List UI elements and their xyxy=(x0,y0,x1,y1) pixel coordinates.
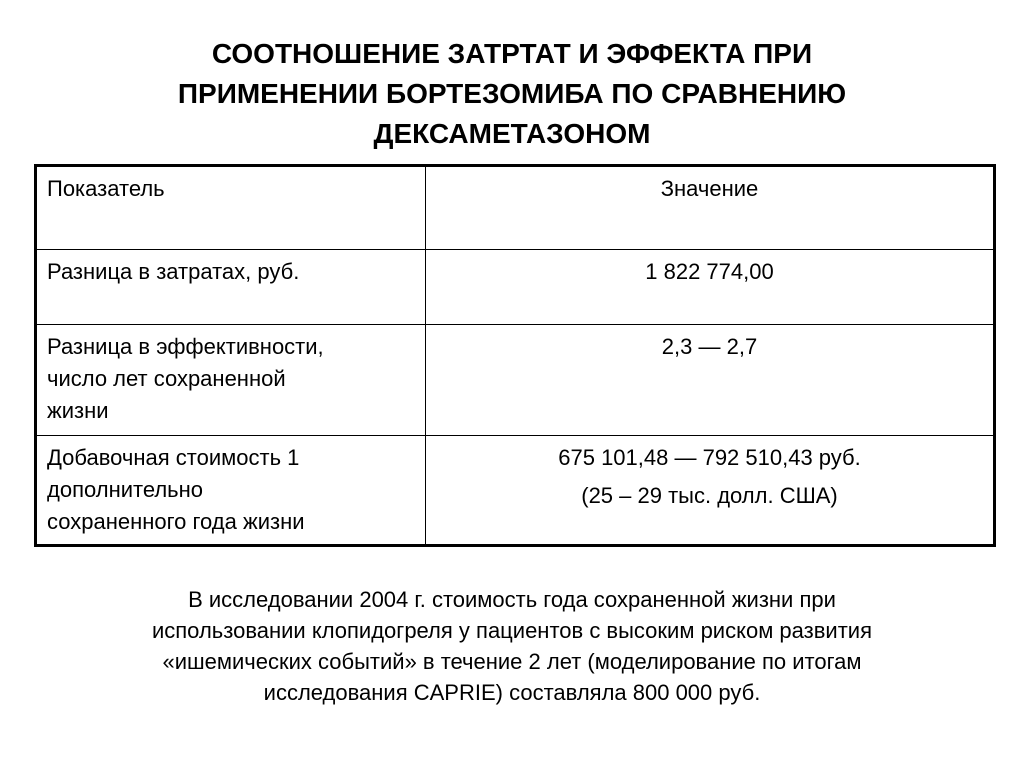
table-header-row xyxy=(36,166,995,250)
table-row xyxy=(36,325,995,436)
row-label xyxy=(36,325,426,436)
row-label-line: число лет сохраненной xyxy=(47,366,286,391)
row-label-line: дополнительно xyxy=(47,477,204,502)
title-line: ПРИМЕНЕНИИ БОРТЕЗОМИБА ПО СРАВНЕНИЮ xyxy=(177,78,847,109)
row-label-line: сохраненного года жизни xyxy=(47,509,305,534)
cost-effectiveness-table xyxy=(34,164,996,547)
row-value-line: 675 101,48 — 792 510,43 руб. xyxy=(558,445,861,470)
footnote-line: исследования CAPRIE) составляла 800 000 руб. xyxy=(263,680,761,705)
row-label xyxy=(36,250,426,325)
footnote-line: В исследовании 2004 г. стоимость года сохраненной жизни при xyxy=(188,587,836,612)
row-value xyxy=(426,250,995,325)
table-row xyxy=(36,250,995,325)
footnote-line: «ишемических событий» в течение 2 лет (моделирование по итогам xyxy=(162,649,862,674)
title-line: ДЕКСАМЕТАЗОНОМ xyxy=(373,118,651,149)
row-value xyxy=(426,325,995,436)
row-label-line: Разница в эффективности, xyxy=(47,334,324,359)
header-value: Значение xyxy=(426,166,995,250)
row-value xyxy=(426,436,995,546)
row-value-line: (25 – 29 тыс. долл. США) xyxy=(581,483,838,508)
title-line: СООТНОШЕНИЕ ЗАТРТАТ И ЭФФЕКТА ПРИ xyxy=(211,38,813,69)
row-label-line: Добавочная стоимость 1 xyxy=(47,445,300,470)
row-value-line: 1 822 774,00 xyxy=(645,259,774,284)
row-label-line: Разница в затратах, руб. xyxy=(47,259,300,284)
header-indicator: Показатель xyxy=(36,166,426,250)
row-value-line: 2,3 — 2,7 xyxy=(661,334,758,359)
row-label xyxy=(36,436,426,546)
row-label-line: жизни xyxy=(47,398,109,423)
footnote-line: использовании клопидогреля у пациентов с высоким риском развития xyxy=(151,618,873,643)
footnote xyxy=(40,584,984,708)
slide-title xyxy=(40,34,984,154)
table-row xyxy=(36,436,995,546)
